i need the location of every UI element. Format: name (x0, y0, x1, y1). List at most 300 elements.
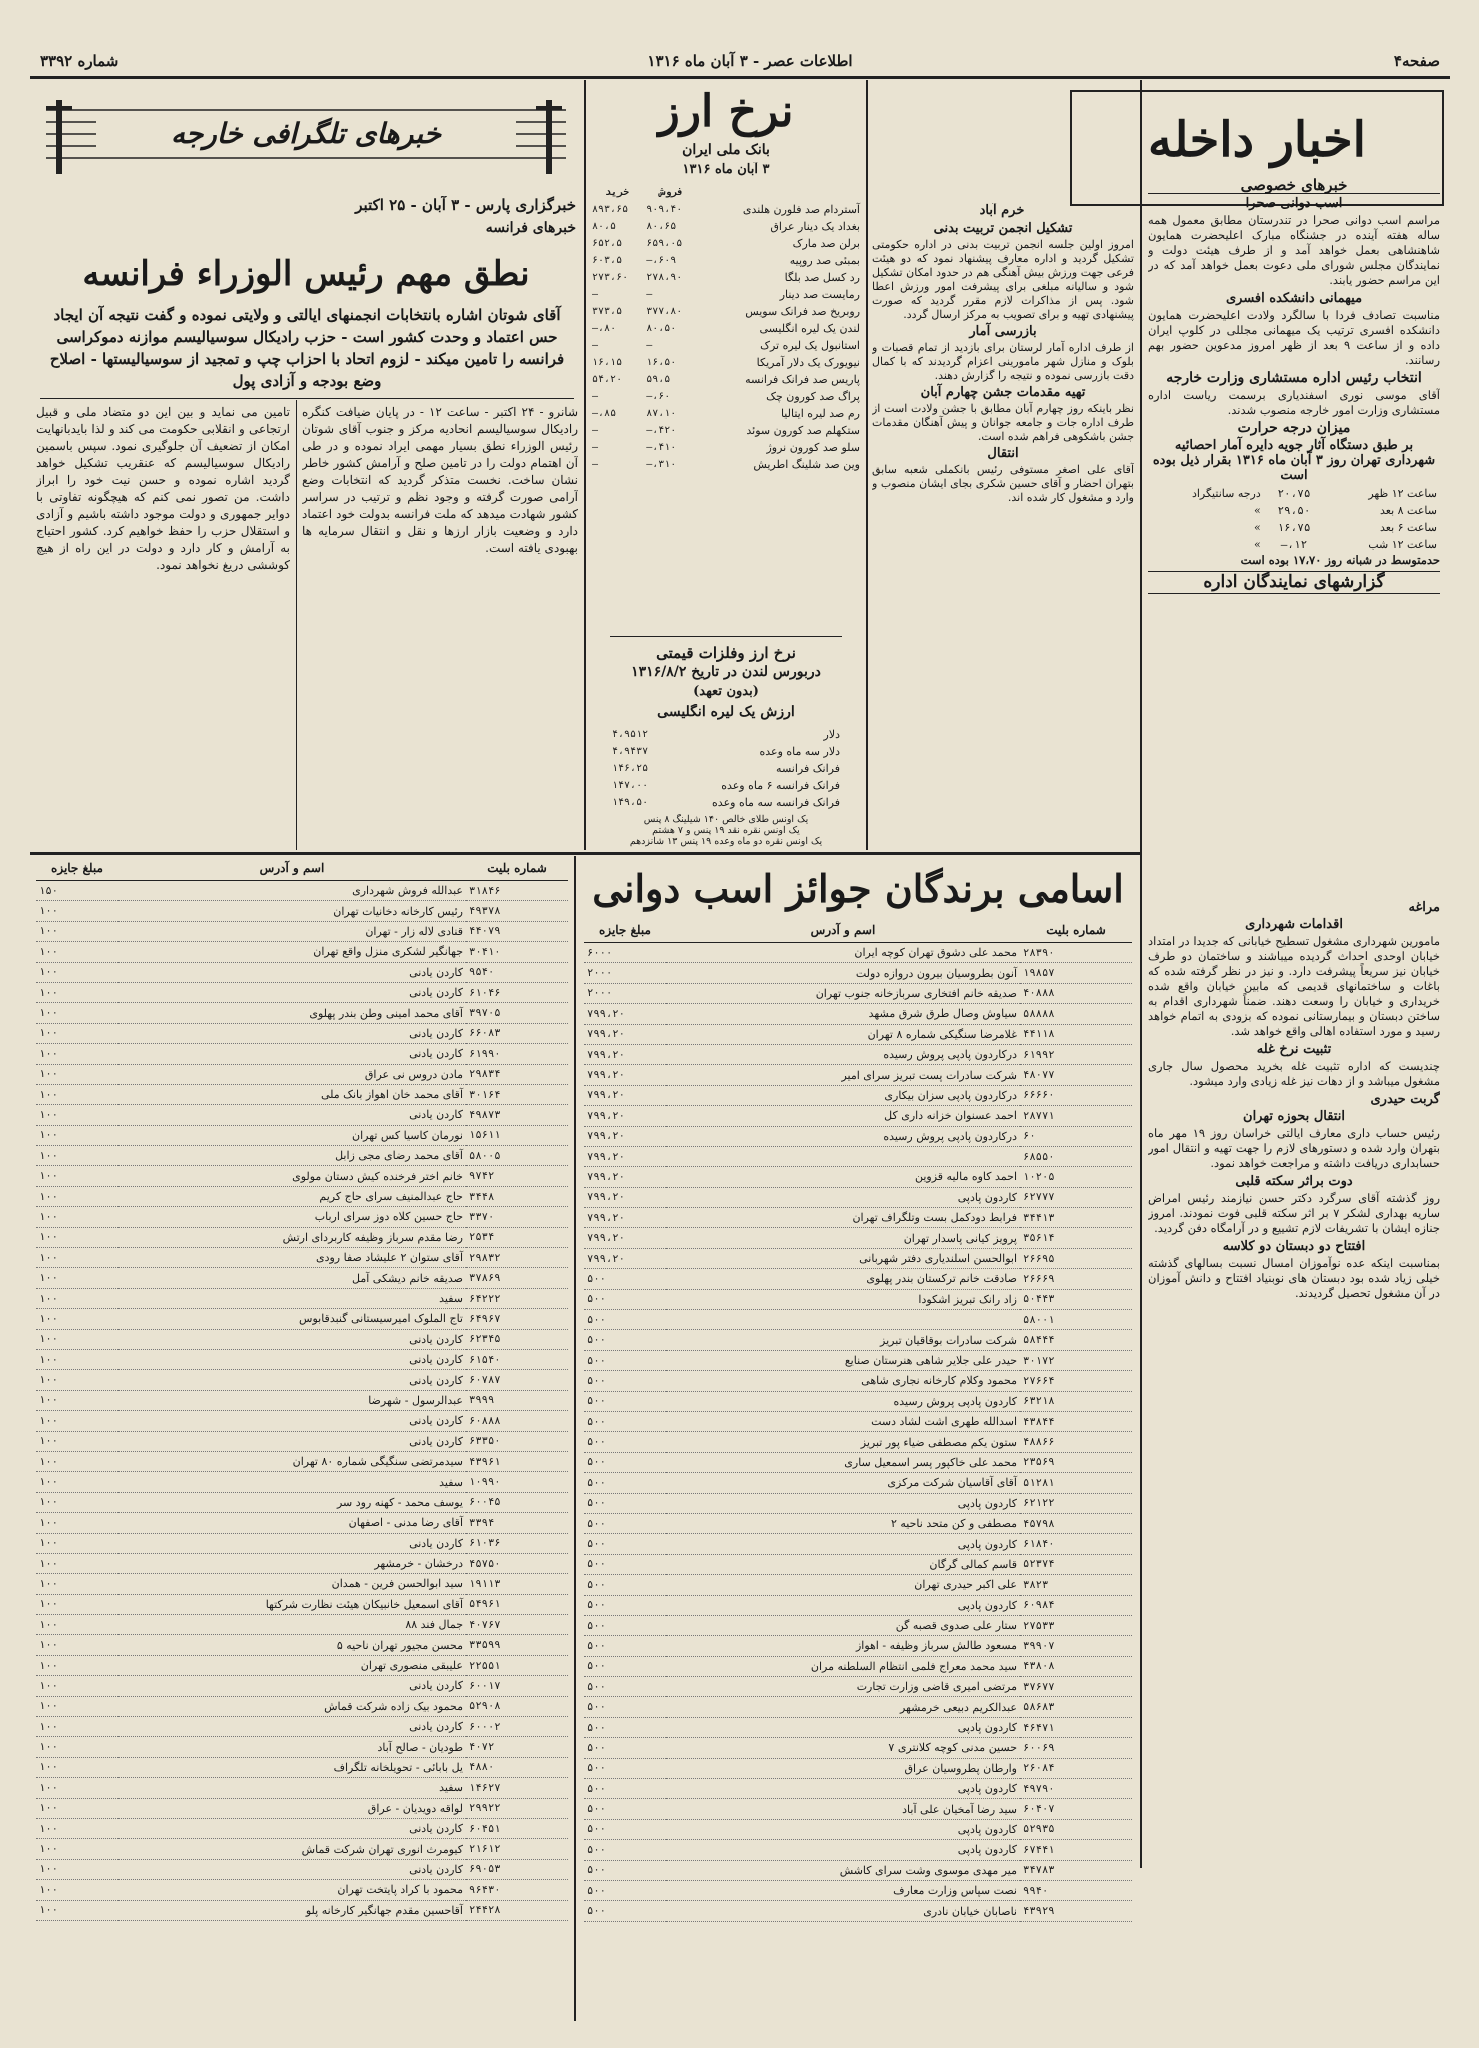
prize-amount: ۷۹۹،۲۰ (584, 1004, 666, 1024)
ticket-number: ۶۲۷۷۷ (1020, 1187, 1132, 1207)
currency-name: سلو صد کورون نروژ (766, 441, 860, 454)
prize-amount: ۱۰۰ (36, 921, 118, 941)
prize-amount: ۱۰۰ (36, 1044, 118, 1064)
prize-amount: ۱۰۰ (36, 1859, 118, 1879)
ticket-number: ۳۳۵۹۹ (466, 1635, 568, 1655)
ticket-number: ۴۸۰۷۷ (1020, 1065, 1132, 1085)
winner-name-address: کاردن یادنی (118, 1533, 466, 1553)
ticket-number: ۵۱۲۸۱ (1020, 1473, 1132, 1493)
winner-row (36, 1349, 568, 1369)
winner-row (36, 1227, 568, 1247)
ticket-number: ۴۳۹۶۱ (466, 1451, 568, 1471)
winner-name-address: آقای اسمعیل خانبیکان هیئت نظارت شرکتها (118, 1594, 466, 1614)
prize-amount: ۱۰۰ (36, 1003, 118, 1023)
currency-row (590, 456, 862, 473)
buy-rate: ۸۰،۵ (592, 221, 617, 232)
prize-amount: ۵۰۰ (584, 1371, 666, 1391)
temp-unit: » (1254, 504, 1261, 517)
prize-amount: ۱۰۰ (36, 982, 118, 1002)
prize-amount: ۱۰۰ (36, 1533, 118, 1553)
prize-amount: ۵۰۰ (584, 1493, 666, 1513)
currency-row (590, 354, 862, 371)
winner-name-address: حسین مدنی کوچه کلانتری ۷ (666, 1738, 1020, 1758)
winner-name-address: کاردن یادنی (118, 1431, 466, 1451)
amount-header: مبلغ جایزه (584, 918, 666, 943)
ticket-number: ۳۸۲۳ (1020, 1575, 1132, 1595)
temp-unit: » (1254, 521, 1261, 534)
winner-name-address: کاردون پادپی (666, 1840, 1020, 1860)
currency-title: نرخ ارز (658, 86, 794, 137)
ticket-number: ۱۹۱۱۳ (466, 1574, 568, 1594)
currency-name: رمایست صد دینار (779, 288, 860, 301)
ticket-number: ۳۷۸۶۹ (466, 1268, 568, 1288)
prize-amount: ۵۰۰ (584, 1330, 666, 1350)
gold-note: یک اونس طلای خالص ۱۴۰ شیلینگ ۸ پنس (643, 814, 809, 825)
ticket-number: ۹۵۴۰ (466, 962, 568, 982)
metals-notes (590, 814, 862, 849)
prize-amount: ۵۰۰ (584, 1269, 666, 1289)
ticket-number: ۲۶۰۸۴ (1020, 1758, 1132, 1778)
winner-name-address: کاردن یادنی (118, 1411, 466, 1431)
buy-rate: ۱۶،۱۵ (592, 357, 623, 368)
winner-name-address: آقای آقاسیان شرکت مرکزی (666, 1473, 1020, 1493)
buy-rate: — (592, 340, 599, 351)
winner-name-address: رئیس کارخانه دخانیات تهران (118, 901, 466, 921)
ticket-number: ۳۰۴۱۰ (466, 942, 568, 962)
divider-horizontal-middle (30, 852, 1140, 855)
metals-title: نرخ ارز وفلزات قیمتی (656, 644, 796, 662)
ticket-number: ۲۶۶۶۹ (1020, 1269, 1132, 1289)
ticket-number: ۳۷۶۷۷ (1020, 1677, 1132, 1697)
temp-value: ۲۰،۷۵ (1277, 487, 1311, 500)
ticket-number: ۳۳۷۰ (466, 1207, 568, 1227)
winner-name-address: صدیقه خانم افتخاری سربازخانه جنوب تهران (666, 983, 1020, 1003)
winner-row (584, 1656, 1132, 1676)
prize-amount: ۱۰۰ (36, 1329, 118, 1349)
ticket-number: ۶۰ (1020, 1126, 1132, 1146)
winner-name-address: خانم اختر فرخنده کیش دستان مولوی (118, 1166, 466, 1186)
metal-value: ۴،۹۴۳۷ (612, 746, 649, 757)
temperature-table (1148, 485, 1440, 553)
buy-rate: — (592, 391, 599, 402)
metals-row (610, 777, 842, 794)
prize-amount: ۷۹۹،۲۰ (584, 1187, 666, 1207)
metal-label: فرانک فرانسه (776, 762, 840, 775)
prize-amount: ۱۰۰ (36, 942, 118, 962)
ticket-number: ۴۹۳۷۸ (466, 901, 568, 921)
special-sub-1: اسب دوانی صحرا (1245, 196, 1343, 211)
sell-rate: — (646, 340, 653, 351)
winner-name-address: رضا مقدم سرباز وظیفه کاربردای ارتش (118, 1227, 466, 1247)
name-header: اسم و آدرس (118, 856, 466, 881)
winner-name-address: قاسم کمالی گرگان (666, 1554, 1020, 1574)
ticket-number: ۹۶۴۳۰ (466, 1880, 568, 1900)
ticket-number: ۶۱۹۹۲ (1020, 1044, 1132, 1064)
prize-amount: ۵۰۰ (584, 1636, 666, 1656)
prize-amount: ۷۹۹،۲۰ (584, 1126, 666, 1146)
metal-label: دلار سه ماه وعده (759, 745, 840, 758)
currency-name: برلن صد مارک (792, 237, 860, 250)
sell-rate: ۳۱۰،— (646, 459, 677, 470)
masthead-rule (30, 76, 1450, 79)
winner-name-address: محمود با کراد پایتخت تهران (118, 1880, 466, 1900)
ticket-number: ۴۹۷۹۰ (1020, 1779, 1132, 1799)
ticket-number: ۶۴۹۶۷ (466, 1309, 568, 1329)
foreign-agency: خبرگزاری پارس - ۳ آبان - ۲۵ اکتبر (355, 196, 576, 214)
currency-divider (610, 636, 842, 637)
ticket-number: ۲۴۴۲۸ (466, 1900, 568, 1920)
winner-row (36, 1574, 568, 1594)
prize-amount: ۱۰۰ (36, 1248, 118, 1268)
sell-rate: — (646, 289, 653, 300)
maragheh-sub-5: دوت براثر سکته قلبی (1235, 1174, 1353, 1189)
masthead (40, 48, 1440, 74)
ticket-number: ۵۸۴۴۴ (1020, 1330, 1132, 1350)
winner-row (584, 1819, 1132, 1839)
prize-amount: ۱۰۰ (36, 1655, 118, 1675)
winner-row (36, 962, 568, 982)
ticket-number: ۳۴۴۸ (466, 1186, 568, 1206)
special-sub-2: میهمانی دانشکده افسری (1225, 291, 1363, 306)
winner-row (584, 1391, 1132, 1411)
winner-name-address (666, 1146, 1020, 1166)
currency-row (590, 371, 862, 388)
prize-amount: ۷۹۹،۲۰ (584, 1044, 666, 1064)
prize-amount: ۵۰۰ (584, 1697, 666, 1717)
winners-center-table (584, 918, 1132, 1922)
prize-amount: ۱۰۰ (36, 1594, 118, 1614)
sell-rate: ۸۰،۵۰ (646, 323, 677, 334)
winner-row (584, 1595, 1132, 1615)
prize-amount: ۱۰۰ (36, 1146, 118, 1166)
winner-name-address: کیومرث انوری تهران شرکت قماش (118, 1839, 466, 1859)
ticket-number: ۱۹۸۵۷ (1020, 963, 1132, 983)
ticket-number: ۲۹۹۲۲ (466, 1798, 568, 1818)
temp-row (1148, 502, 1440, 519)
prize-amount: ۱۰۰ (36, 1880, 118, 1900)
winner-row (584, 963, 1132, 983)
prize-amount: ۱۰۰ (36, 1818, 118, 1838)
prize-amount: ۱۰۰ (36, 1166, 118, 1186)
winner-row (36, 1472, 568, 1492)
ticket-number: ۵۸۶۸۳ (1020, 1697, 1132, 1717)
winner-row (36, 1859, 568, 1879)
ticket-number: ۱۰۲۰۵ (1020, 1167, 1132, 1187)
metals-row (610, 743, 842, 760)
currency-name: رم صد لیره ایتالیا (780, 407, 860, 420)
currency-row (590, 286, 862, 303)
temperature-title: میزان درجه حرارت (1237, 420, 1351, 436)
divider-upper-2 (866, 80, 868, 850)
winner-name-address: سید رضا آمخیان علی آباد (666, 1799, 1020, 1819)
prize-amount: ۱۰۰ (36, 1676, 118, 1696)
buy-rate: ۸۰،— (592, 323, 617, 334)
foreign-banner (36, 96, 576, 176)
winner-row (36, 1798, 568, 1818)
currency-date: ۳ آبان ماه ۱۳۱۶ (682, 162, 770, 177)
prize-amount: ۲۰۰۰ (584, 983, 666, 1003)
temp-time: ساعت ۶ بعد (1380, 521, 1437, 534)
buy-rate: ۶۵۲،۵ (592, 238, 623, 249)
winner-name-address: کاردن یادنی (118, 982, 466, 1002)
temp-value: ۱۲،— (1280, 538, 1308, 551)
winner-name-address: مسعود طالش سرباز وظیفه - اهواز (666, 1636, 1020, 1656)
prize-amount: ۱۰۰ (36, 1615, 118, 1635)
winner-row (36, 921, 568, 941)
divider-upper-3 (584, 80, 586, 850)
winner-row (584, 1534, 1132, 1554)
prize-amount: ۱۰۰ (36, 1023, 118, 1043)
winner-name-address: احمد عسنوان خزانه داری کل (666, 1106, 1020, 1126)
ticket-number: ۱۰۹۹۰ (466, 1472, 568, 1492)
winner-row (36, 1186, 568, 1206)
winner-row (36, 1207, 568, 1227)
ticket-number: ۴۰۷۶۷ (466, 1615, 568, 1635)
winner-name-address: آقای محمد خان اهواز بانک ملی (118, 1084, 466, 1104)
issue-number: شماره ۳۳۹۲ (40, 52, 119, 70)
prize-amount: ۱۰۰ (36, 1207, 118, 1227)
prize-amount: ۱۰۰ (36, 1839, 118, 1859)
prize-amount: ۱۰۰ (36, 1778, 118, 1798)
prize-amount: ۵۰۰ (584, 1391, 666, 1411)
winner-row (584, 1228, 1132, 1248)
ticket-number: ۶۶۰۸۳ (466, 1023, 568, 1043)
winner-name-address: ستون یکم مصطفی ضیاء پور تبریز (666, 1432, 1020, 1452)
winner-row (584, 1473, 1132, 1493)
maragheh-body-4: رئیس حساب داری معارف ایالتی خراسان روز ۱۹ مهر ماه بتهران وارد شده و دستورهای لازم را جهت تهیه و انتقال امور حسابداری دریافت داشته و مراجعت خواهد نمود. (1148, 1126, 1440, 1170)
ticket-number: ۲۶۶۹۵ (1020, 1248, 1132, 1268)
winner-name-address: کاردون پادپی (666, 1187, 1020, 1207)
winners-center-header (584, 918, 1132, 943)
name-header: اسم و آدرس (666, 918, 1020, 943)
winner-name-address: شرکت سادرات پست تبریز سرای امیر (666, 1065, 1020, 1085)
sell-rate: ۶۵۹،۰۵ (646, 238, 683, 249)
winner-row (36, 1676, 568, 1696)
prize-amount: ۵۰۰ (584, 1758, 666, 1778)
winner-row (36, 1900, 568, 1920)
winner-name-address: کاردون پادپی (666, 1819, 1020, 1839)
winner-name-address: مادن دروس نی عراق (118, 1064, 466, 1084)
winner-row (584, 1799, 1132, 1819)
maragheh-body-2: چندیست که اداره تثبیت غله بخرید محصول سال جاری مشغول میباشد و از دهات نیز غله زیادی وارد میشود. (1148, 1059, 1440, 1088)
prize-amount: ۱۰۰ (36, 1309, 118, 1329)
winner-name-address: کاردن یادنی (118, 1349, 466, 1369)
winner-name-address: آنون بطروسیان بیرون دروازه دولت (666, 963, 1020, 983)
winner-row (36, 1696, 568, 1716)
ticket-number: ۳۱۸۴۶ (466, 881, 568, 901)
prize-amount: ۵۰۰ (584, 1615, 666, 1635)
divider-foreign (296, 400, 297, 850)
winner-row (36, 982, 568, 1002)
currency-name: پراگ صد کورون چک (766, 390, 860, 403)
winner-row (36, 1655, 568, 1675)
winner-name-address: اسدالله طهری اشت لشاد دست (666, 1411, 1020, 1431)
ticket-number: ۲۷۵۳۳ (1020, 1615, 1132, 1635)
metals-date: دربورس لندن در تاریخ ۱۳۱۶/۸/۲ (631, 664, 821, 680)
currency-row (590, 252, 862, 269)
winner-row (584, 1738, 1132, 1758)
currency-row (590, 337, 862, 354)
winner-row (36, 1757, 568, 1777)
prize-amount: ۵۰۰ (584, 1901, 666, 1921)
ticket-number: ۲۳۵۶۹ (1020, 1452, 1132, 1472)
currency-row (590, 218, 862, 235)
silver-forward-note: یک اونس نقره دو ماه وعده ۱۹ پنس ۱۳ شانزدهم (629, 836, 823, 847)
ticket-number: ۴۳۹۲۹ (1020, 1901, 1132, 1921)
prize-amount: ۵۰۰ (584, 1738, 666, 1758)
winner-name-address: کاردن یادنی (118, 1818, 466, 1838)
ticket-number: ۶۱۰۴۶ (466, 982, 568, 1002)
winner-row (584, 983, 1132, 1003)
prize-amount: ۱۰۰ (36, 1900, 118, 1920)
winner-row (584, 1575, 1132, 1595)
kharram-body-1: امروز اولین جلسه انجمن تربیت بدنی در اداره حکومتی تشکیل گردید و اداره معارف پیشنهاد نمود که دو هیئت فرعی جهت ورزش بیش آهنگی هم در حدود امکان تشکیل شود و سالیانه مبلغی برای پیشرفت امور ورزش اعطا شود. پس از مذاکرات لازم مقرر گردید که صورت پیشنهادی تهیه و برای تصویب به مرکز ارسال گردد. (872, 238, 1134, 321)
domestic-title: اخبار داخله (1147, 112, 1366, 168)
prize-amount: ۱۰۰ (36, 1696, 118, 1716)
winner-name-address: عبدالکریم دبیعی خرمشهر (666, 1697, 1020, 1717)
prize-amount: ۵۰۰ (584, 1880, 666, 1900)
maragheh-body-6: بمناسبت اینکه عده نوآموزان امسال نسبت بسالهای گذشته خیلی زیاد شده بود دبستان های نوبنیاد افتتاح و دانش آموزان در آن مشغول تحصیل گردیدند. (1148, 1256, 1440, 1300)
ticket-number: ۶۲۱۲۲ (1020, 1493, 1132, 1513)
masthead-date: اطلاعات عصر - ۳ آبان ماه ۱۳۱۶ (647, 52, 853, 70)
currency-bank: بانک ملی ایران (682, 142, 770, 158)
winner-name-address: آقای محمد رضای مجی زابل (118, 1146, 466, 1166)
winners-center (584, 918, 1132, 1922)
prize-amount: ۵۰۰ (584, 1350, 666, 1370)
kharram-body-3: نظر باینکه روز چهارم آبان مطابق با جشن ولادت است از طرف اداره جات و جامعه جوانان و پیش آهنگان مقدمات جشن باشکوهی فراهم شده است. (872, 402, 1134, 443)
winner-name-address: سفید (118, 1778, 466, 1798)
ticket-number: ۶۰۸۸۸ (466, 1411, 568, 1431)
temp-time: ساعت ۸ بعد (1380, 504, 1437, 517)
prize-amount: ۱۰۰ (36, 1186, 118, 1206)
metals-no-guarantee: (بدون تعهد) (693, 684, 759, 699)
sell-rate: ۹۰۹،۴۰ (646, 204, 683, 215)
winner-row (584, 1513, 1132, 1533)
winner-row (584, 1717, 1132, 1737)
winner-row (36, 1125, 568, 1145)
prize-amount: ۱۰۰ (36, 1084, 118, 1104)
ticket-number: ۴۴۰۷۹ (466, 921, 568, 941)
winner-name-address: کاردن یادنی (118, 1329, 466, 1349)
ticket-number: ۶۰۰۱۷ (466, 1676, 568, 1696)
prize-amount: ۵۰۰ (584, 1554, 666, 1574)
winner-row (36, 1553, 568, 1573)
prize-amount: ۱۰۰ (36, 1451, 118, 1471)
metal-value: ۱۴۶،۲۵ (612, 763, 649, 774)
winner-name-address: حاج حسین کلاه دوز سرای ارباب (118, 1207, 466, 1227)
prize-amount: ۱۰۰ (36, 1798, 118, 1818)
currency-name: استانبول یک لیره ترک (760, 339, 860, 352)
winner-name-address: تاج الملوک امیرسیستانی گنبدقابوس (118, 1309, 466, 1329)
ticket-number: ۴۳۸۴۴ (1020, 1411, 1132, 1431)
winner-name-address: محمود وکلام کارخانه نجاری شاهی (666, 1371, 1020, 1391)
ticket-number: ۳۴۷۸۳ (1020, 1860, 1132, 1880)
ticket-number: ۲۲۵۵۱ (466, 1655, 568, 1675)
ticket-number: ۶۰۰۴۵ (466, 1492, 568, 1512)
special-body-3: آقای موسی نوری اسفندیاری برسمت ریاست اداره مستشاری وزارت امور خارجه منصوب شدند. (1148, 388, 1440, 417)
winner-name-address: کاردون پادپی (666, 1779, 1020, 1799)
ticket-number: ۳۹۷۰۵ (466, 1003, 568, 1023)
buy-rate: ۳۷۳،۵ (592, 306, 623, 317)
winner-name-address: احمد کاوه مالیه قزوین (666, 1167, 1020, 1187)
ticket-number: ۴۸۸۰ (466, 1757, 568, 1777)
winner-name-address: آقاحسین مقدم جهانگیر کارخانه پلو (118, 1900, 466, 1920)
currency-name: پاریس صد فرانک فرانسه (745, 373, 860, 386)
ticket-number: ۶۹۰۵۳ (466, 1859, 568, 1879)
winner-name-address: مصطفی و کن متحد ناحیه ۲ (666, 1513, 1020, 1533)
currency-row (590, 269, 862, 286)
kharram-body-2: از طرف اداره آمار لرستان برای بازدید از تمام قصبات و بلوک و منازل شهر مامورینی اعزام گردیدند که با کمال دقت بازرسی نموده و نتیجه را گزارش دهند. (872, 341, 1134, 382)
ticket-number: ۴۸۸۶۶ (1020, 1432, 1132, 1452)
winner-row (584, 1452, 1132, 1472)
winner-row (36, 1533, 568, 1553)
sell-rate: ۴۲۰،— (646, 425, 677, 436)
winner-name-address: درکاردون پادپی پروش رسیده (666, 1044, 1020, 1064)
winner-row (36, 1064, 568, 1084)
ticket-number: ۶۰۹۸۴ (1020, 1595, 1132, 1615)
foreign-section: خبرهای فرانسه (485, 220, 576, 236)
prize-amount: ۱۰۰ (36, 1411, 118, 1431)
winner-row (584, 1840, 1132, 1860)
winner-row (36, 1431, 568, 1451)
ticket-number: ۲۷۶۶۴ (1020, 1371, 1132, 1391)
ticket-number: ۶۱۰۳۶ (466, 1533, 568, 1553)
prize-amount: ۵۰۰ (584, 1860, 666, 1880)
foreign-headline: نطق مهم رئیس الوزراء فرانسه (82, 254, 530, 294)
winner-name-address: کاردن یادنی (118, 1105, 466, 1125)
metals-row (610, 726, 842, 743)
buy-rate: ۵۴،۲۰ (592, 374, 623, 385)
buy-rate: — (592, 459, 599, 470)
currency-row (590, 405, 862, 422)
metals-table-wrap (610, 726, 842, 811)
foreign-lead-rule (40, 398, 574, 399)
kharram-sub-2: بازرسی آمار (969, 324, 1037, 339)
currency-name: رد کسل صد بلگا (784, 271, 860, 284)
winner-row (584, 1411, 1132, 1431)
winners-center-body (584, 943, 1132, 1922)
winner-row (584, 1880, 1132, 1900)
winner-row (584, 1330, 1132, 1350)
temp-time: ساعت ۱۲ ظهر (1368, 487, 1437, 500)
currency-table (590, 184, 862, 473)
ticket-number: ۳۹۹۹ (466, 1390, 568, 1410)
currency-row (590, 320, 862, 337)
prize-amount: ۷۹۹،۲۰ (584, 1065, 666, 1085)
winner-name-address: یل بابائی - تحویلخانه تلگراف (118, 1757, 466, 1777)
reporters-heading: گزارشهای نمایندگان اداره (1148, 571, 1440, 594)
ticket-number: ۶۳۲۱۸ (1020, 1391, 1132, 1411)
winner-row (584, 1615, 1132, 1635)
maragheh-sub-3: گربت حیدری (1370, 1092, 1440, 1107)
winners-left (36, 856, 568, 1921)
winner-name-address: سید ابوالحسن فرین - همدان (118, 1574, 466, 1594)
winner-row (584, 1554, 1132, 1574)
winner-name-address: غلامرضا سنگیکی شماره ۸ تهران (666, 1024, 1020, 1044)
prize-amount: ۱۰۰ (36, 1737, 118, 1757)
ticket-number: ۱۵۶۱۱ (466, 1125, 568, 1145)
prize-amount: ۱۰۰ (36, 1268, 118, 1288)
prize-amount: ۱۰۰ (36, 1288, 118, 1308)
winner-row (36, 1717, 568, 1737)
winner-name-address: فرابط دودکمل بست وتلگراف تهران (666, 1208, 1020, 1228)
maragheh-city: مراغه (1408, 900, 1440, 915)
temp-value: ۲۹،۵۰ (1277, 504, 1311, 517)
ticket-number: ۵۸۰۰۵ (466, 1146, 568, 1166)
sell-rate: ۵۹،۵ (646, 374, 671, 385)
metals-row (610, 760, 842, 777)
currency-header (590, 184, 862, 201)
